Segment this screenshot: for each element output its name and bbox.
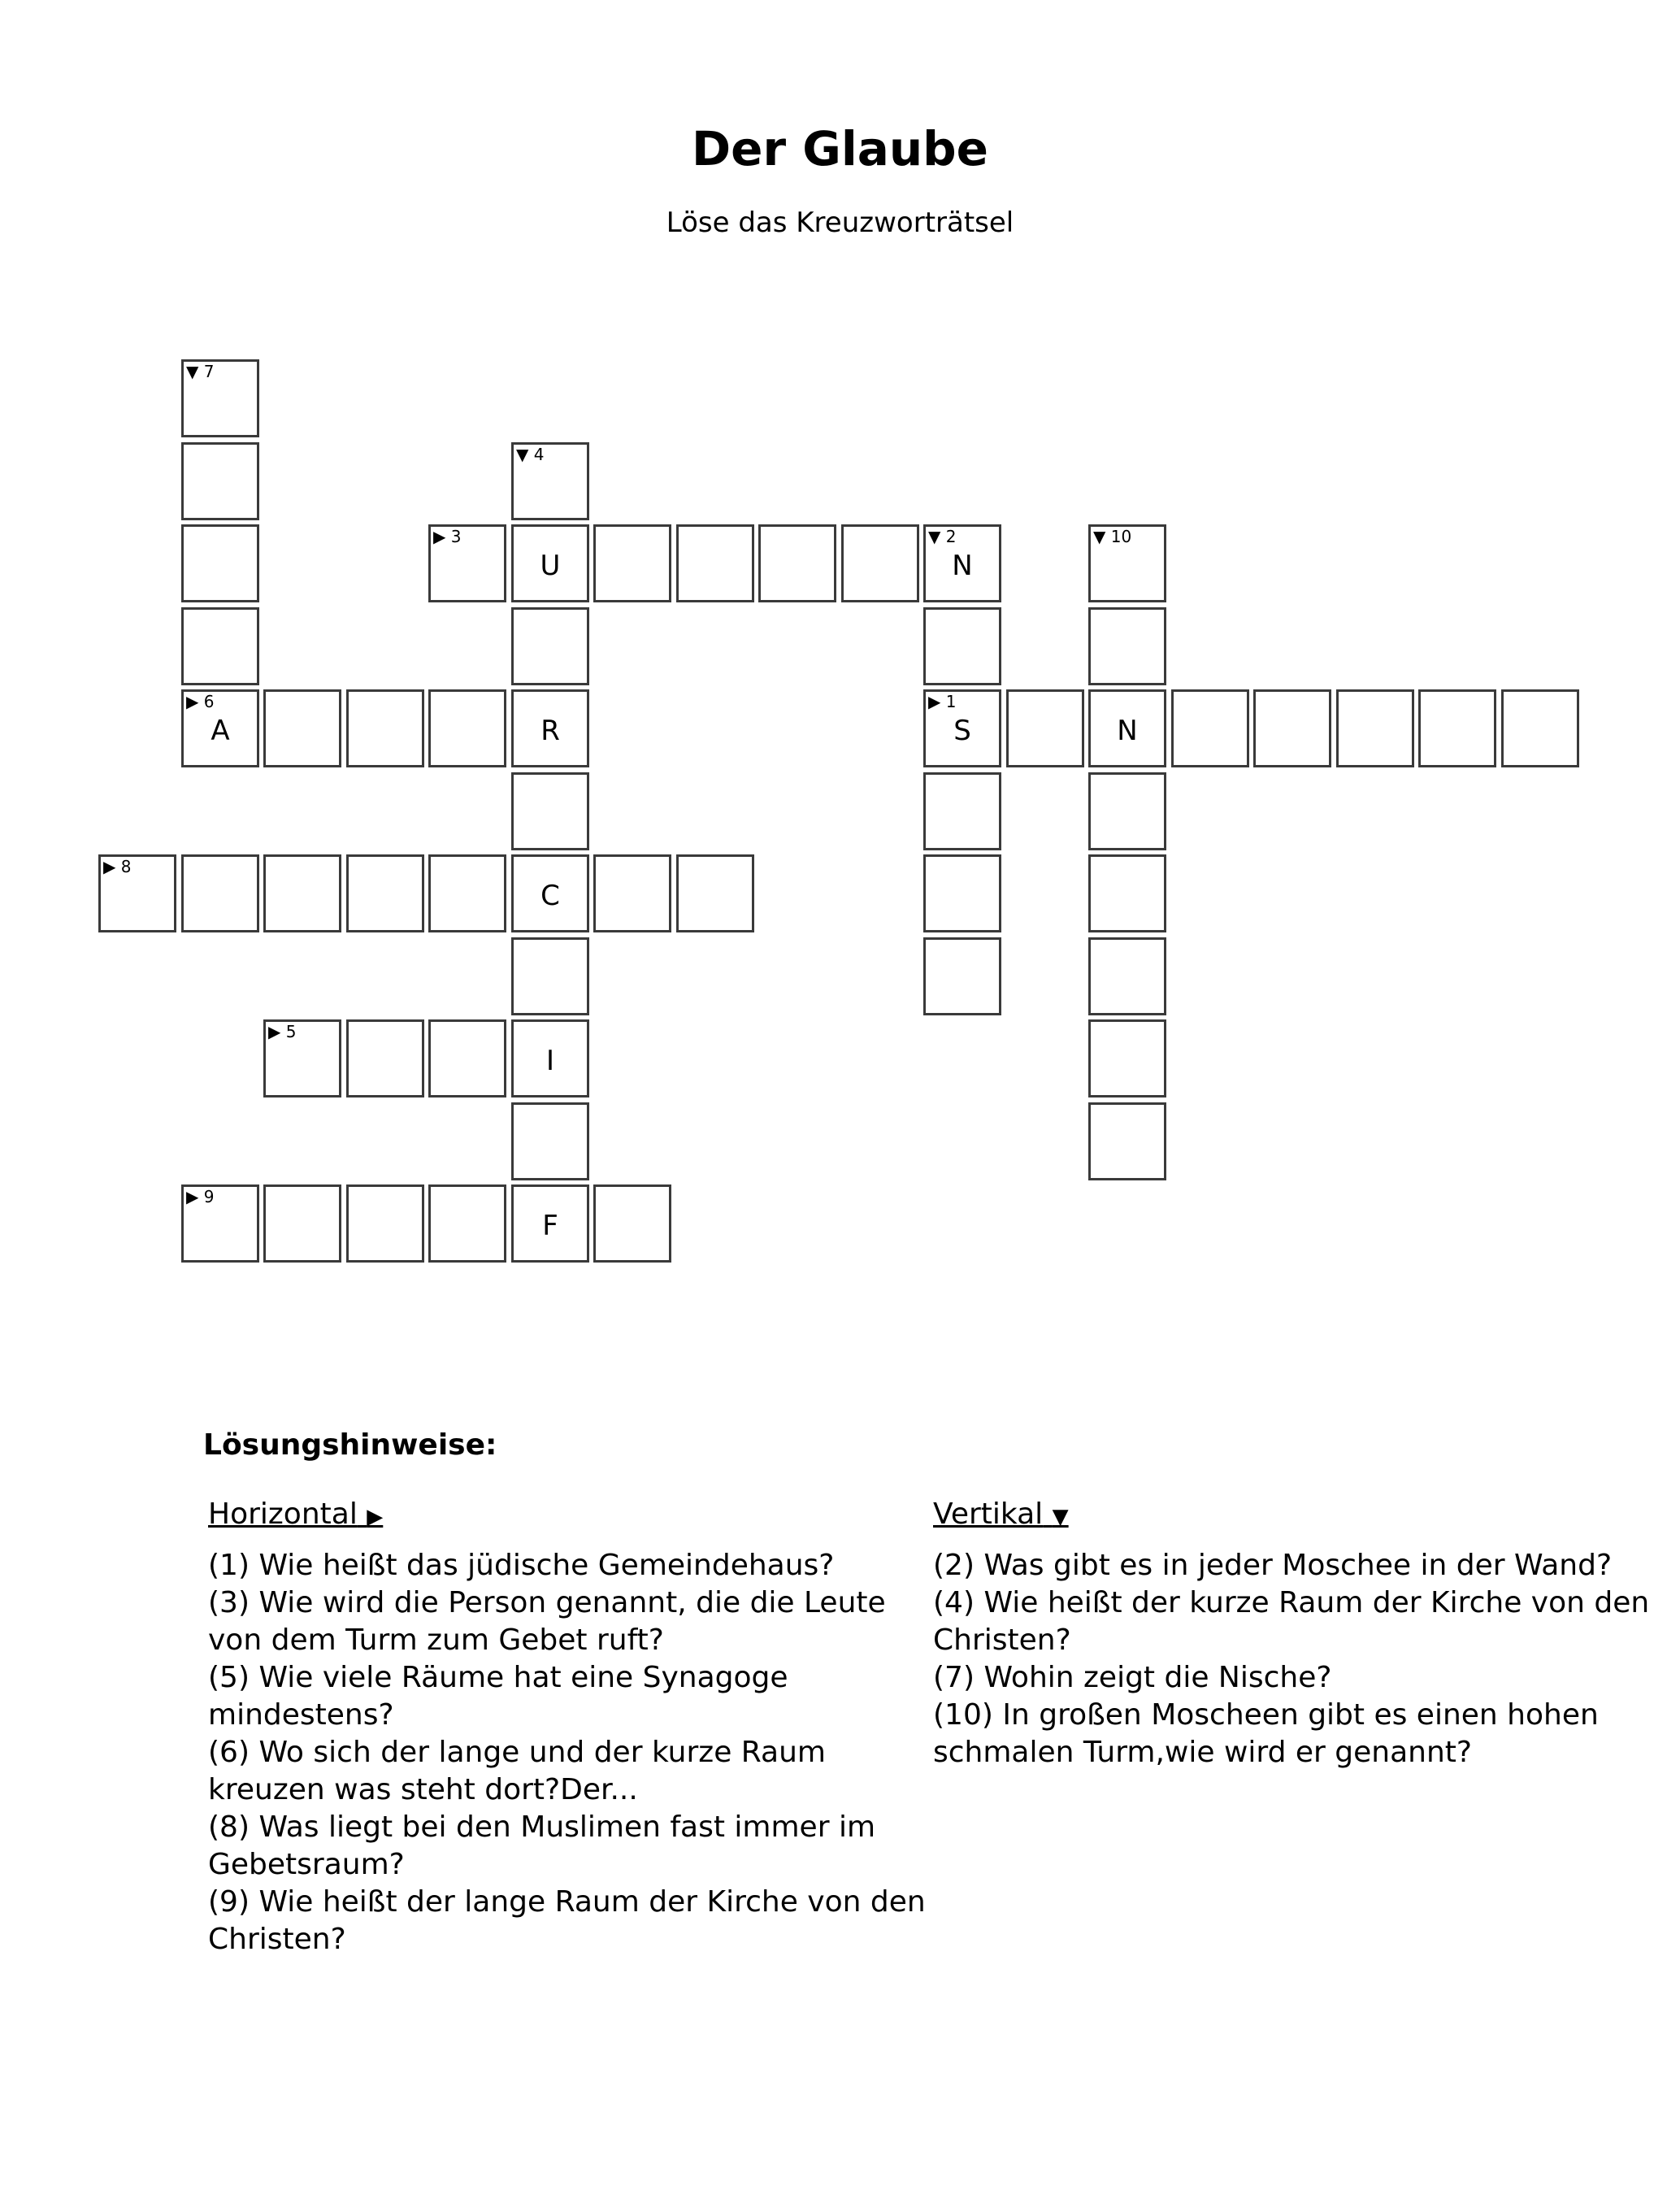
clue-number: ▶ 1 — [928, 692, 957, 711]
crossword-cell[interactable] — [181, 1184, 259, 1263]
crossword-cell[interactable] — [1088, 524, 1166, 602]
crossword-cell[interactable] — [511, 1019, 589, 1098]
given-letter: C — [540, 880, 560, 912]
crossword-cell[interactable] — [263, 689, 341, 767]
crossword-cell[interactable] — [1253, 689, 1331, 767]
clue-number: ▶ 5 — [268, 1022, 297, 1041]
crossword-cell[interactable] — [1501, 689, 1579, 767]
horizontal-clues-header — [208, 1496, 940, 1536]
clue-number: ▼ 7 — [186, 362, 215, 381]
crossword-cell[interactable] — [511, 607, 589, 685]
horizontal-clues — [208, 1496, 940, 1958]
clue-vertical-2: (2) Was gibt es in jeder Moschee in der Wand? — [933, 1549, 1613, 1582]
crossword-cell[interactable] — [511, 772, 589, 850]
crossword-cell[interactable] — [923, 937, 1001, 1015]
crossword-cell[interactable] — [923, 689, 1001, 767]
crossword-cell[interactable] — [841, 524, 919, 602]
clue-horizontal-8: (8) Was liegt bei den Muslimen fast immer im Gebetsraum? — [208, 1810, 876, 1881]
crossword-cell[interactable] — [923, 607, 1001, 685]
given-letter: U — [540, 550, 561, 582]
crossword-cell[interactable] — [181, 442, 259, 520]
crossword-cell[interactable] — [181, 854, 259, 932]
page-title: Der Glaube — [691, 121, 989, 176]
crossword-cell[interactable] — [346, 854, 424, 932]
crossword-cell[interactable] — [511, 442, 589, 520]
crossword-cell[interactable] — [181, 524, 259, 602]
crossword-cell[interactable] — [511, 524, 589, 602]
crossword-cell[interactable] — [511, 1184, 589, 1263]
clue-number: ▶ 8 — [103, 857, 132, 876]
crossword-cell[interactable] — [181, 689, 259, 767]
crossword-cell[interactable] — [98, 854, 176, 932]
crossword-cell[interactable] — [1088, 854, 1166, 932]
clue-horizontal-9: (9) Wie heißt der lange Raum der Kirche von den Christen? — [208, 1885, 926, 1956]
horizontal-label: Horizontal — [208, 1497, 358, 1531]
crossword-cell[interactable] — [758, 524, 836, 602]
clue-horizontal-1: (1) Wie heißt das jüdische Gemeindehaus? — [208, 1549, 835, 1582]
vertical-label: Vertikal — [933, 1497, 1044, 1531]
given-letter: I — [545, 1045, 555, 1077]
crossword-cell[interactable] — [346, 689, 424, 767]
crossword-cell[interactable] — [263, 854, 341, 932]
clue-horizontal-5: (5) Wie viele Räume hat eine Synagoge mindestens? — [208, 1661, 788, 1732]
clue-vertical-10: (10) In großen Moscheen gibt es einen hohen schmalen Turm,wie wird er genannt? — [933, 1698, 1599, 1769]
crossword-cell[interactable] — [923, 524, 1001, 602]
crossword-cell[interactable] — [263, 1184, 341, 1263]
page-subtitle: Löse das Kreuzworträtsel — [666, 206, 1014, 239]
given-letter: F — [542, 1210, 558, 1242]
clue-horizontal-3: (3) Wie wird die Person genannt, die die Leute von dem Turm zum Gebet ruft? — [208, 1586, 886, 1657]
crossword-cell[interactable] — [923, 772, 1001, 850]
clue-number: ▼ 4 — [516, 445, 545, 464]
given-letter: A — [211, 715, 230, 747]
crossword-cell[interactable] — [1088, 772, 1166, 850]
crossword-cell[interactable] — [1088, 607, 1166, 685]
vertical-clues — [933, 1496, 1665, 1771]
crossword-cell[interactable] — [1088, 689, 1166, 767]
crossword-cell[interactable] — [511, 1102, 589, 1180]
clue-vertical-7: (7) Wohin zeigt die Nische? — [933, 1661, 1332, 1694]
given-letter: S — [953, 715, 971, 747]
crossword-cell[interactable] — [428, 1184, 506, 1263]
crossword-cell[interactable] — [1006, 689, 1084, 767]
vertical-clues-header — [933, 1496, 1665, 1536]
crossword-cell[interactable] — [511, 689, 589, 767]
clues-heading: Lösungshinweise: — [203, 1428, 497, 1462]
crossword-cell[interactable] — [676, 854, 754, 932]
crossword-cell[interactable] — [428, 1019, 506, 1098]
crossword-cell[interactable] — [593, 854, 671, 932]
clue-vertical-4: (4) Wie heißt der kurze Raum der Kirche von den Christen? — [933, 1586, 1650, 1657]
crossword-cell[interactable] — [676, 524, 754, 602]
crossword-cell[interactable] — [428, 524, 506, 602]
crossword-cell[interactable] — [346, 1019, 424, 1098]
crossword-cell[interactable] — [181, 607, 259, 685]
crossword-cell[interactable] — [1418, 689, 1496, 767]
given-letter: R — [540, 715, 560, 747]
crossword-cell[interactable] — [428, 689, 506, 767]
crossword-cell[interactable] — [511, 854, 589, 932]
crossword-cell[interactable] — [428, 854, 506, 932]
given-letter: N — [1117, 715, 1138, 747]
crossword-cell[interactable] — [181, 359, 259, 437]
crossword-cell[interactable] — [1336, 689, 1414, 767]
crossword-cell[interactable] — [1171, 689, 1249, 767]
crossword-cell[interactable] — [593, 524, 671, 602]
clue-number: ▼ 10 — [1093, 527, 1132, 546]
horizontal-arrow-icon: ▶ — [367, 1505, 384, 1529]
clue-number: ▶ 9 — [186, 1187, 215, 1206]
crossword-cell[interactable] — [263, 1019, 341, 1098]
crossword-cell[interactable] — [346, 1184, 424, 1263]
clue-number: ▶ 6 — [186, 692, 215, 711]
clue-number: ▶ 3 — [433, 527, 462, 546]
clue-horizontal-6: (6) Wo sich der lange und der kurze Raum kreuzen was steht dort?Der... — [208, 1736, 826, 1806]
crossword-cell[interactable] — [1088, 937, 1166, 1015]
crossword-cell[interactable] — [1088, 1102, 1166, 1180]
crossword-cell[interactable] — [923, 854, 1001, 932]
crossword-cell[interactable] — [511, 937, 589, 1015]
clue-number: ▼ 2 — [928, 527, 957, 546]
crossword-cell[interactable] — [1088, 1019, 1166, 1098]
vertical-arrow-icon: ▼ — [1052, 1505, 1069, 1529]
given-letter: N — [952, 550, 973, 582]
crossword-cell[interactable] — [593, 1184, 671, 1263]
